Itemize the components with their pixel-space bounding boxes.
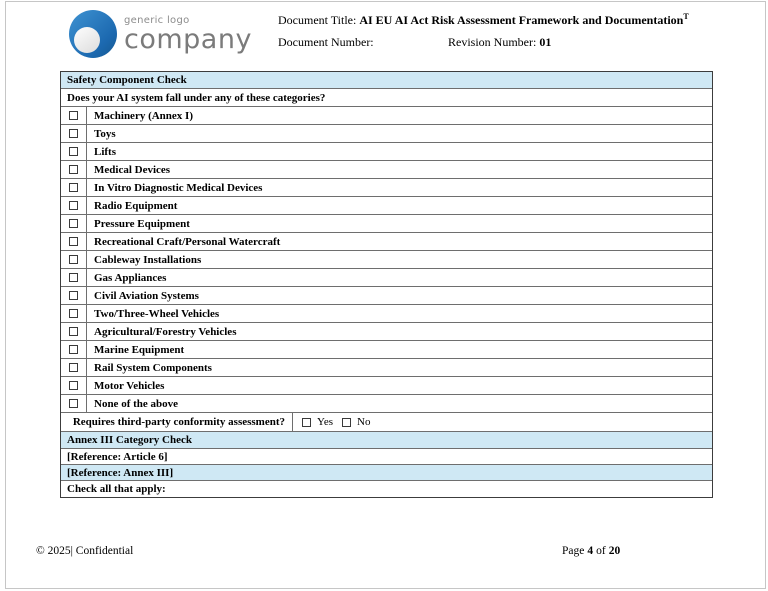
checkbox-marine-equipment[interactable] [69,345,78,354]
logo-tagline: generic logo [124,15,190,26]
checkbox-cableway[interactable] [69,255,78,264]
question-row [61,89,712,107]
table-row-recreational-craft [61,233,712,251]
checkbox-conformity-no[interactable] [342,418,351,427]
table-row-lifts [61,143,712,161]
table-row-marine-equipment [61,341,712,359]
reference-annex-label: [Reference: Annex III] [67,466,174,479]
category-label: Lifts [94,145,116,158]
reference-annex-row [61,465,712,481]
logo-inner-circle-icon [74,27,100,53]
check-all-label: Check all that apply: [67,483,166,495]
checkbox-in-vitro[interactable] [69,183,78,192]
footer-page-number [562,545,623,557]
category-label: Motor Vehicles [94,379,165,392]
logo-text [124,10,252,53]
footer-copyright: © 2025| Confidential [36,545,134,557]
conformity-yes-label: Yes [317,416,334,428]
document-title-label: Document Title: [278,13,357,27]
checkbox-cell [61,125,87,142]
checkbox-cell [61,395,87,412]
category-label: Gas Appliances [94,271,167,284]
checkbox-cell [61,197,87,214]
category-label: In Vitro Diagnostic Medical Devices [94,181,263,194]
safety-component-table [60,71,713,498]
checkbox-rail-system[interactable] [69,363,78,372]
revision-number-label: Revision Number: [448,35,537,49]
checkbox-cell [61,233,87,250]
page-of-label: of [596,545,606,557]
checkbox-agricultural[interactable] [69,327,78,336]
category-label: Marine Equipment [94,343,185,356]
category-label: Two/Three-Wheel Vehicles [94,307,220,320]
document-title-value: AI EU AI Act Risk Assessment Framework and Documentation [359,13,684,27]
table-row-agricultural [61,323,712,341]
page-total: 20 [608,545,621,557]
conformity-row [61,413,712,432]
reference-article-label: [Reference: Article 6] [67,450,168,463]
checkbox-cell [61,107,87,124]
checkbox-cell [61,359,87,376]
section-header-safety-label: Safety Component Check [67,74,187,86]
table-row-gas-appliances [61,269,712,287]
checkbox-none-of-above[interactable] [69,399,78,408]
check-all-row [61,481,712,497]
table-row-none-of-above [61,395,712,413]
table-row-pressure-equipment [61,215,712,233]
checkbox-cell [61,305,87,322]
checkbox-cell [61,251,87,268]
table-row-cableway [61,251,712,269]
category-label: Radio Equipment [94,199,178,212]
section-header-safety [61,72,712,89]
document-number-label: Document Number: [278,35,374,49]
checkbox-pressure-equipment[interactable] [69,219,78,228]
revision-number [448,35,551,50]
category-label: Machinery (Annex I) [94,109,193,122]
category-label: Recreational Craft/Personal Watercraft [94,235,281,248]
checkbox-cell [61,179,87,196]
category-label: Civil Aviation Systems [94,289,199,302]
category-label: Rail System Components [94,361,212,374]
checkbox-machinery[interactable] [69,111,78,120]
checkbox-two-three-wheel[interactable] [69,309,78,318]
company-logo [69,10,252,58]
section-header-annex [61,432,712,449]
table-row-motor-vehicles [61,377,712,395]
checkbox-civil-aviation[interactable] [69,291,78,300]
table-row-in-vitro [61,179,712,197]
table-row-machinery [61,107,712,125]
page-label: Page [562,545,585,557]
document-page [5,1,766,589]
checkbox-cell [61,323,87,340]
checkbox-cell [61,377,87,394]
table-row-two-three-wheel [61,305,712,323]
logo-circle-icon [69,10,117,58]
checkbox-conformity-yes[interactable] [302,418,311,427]
checkbox-cell [61,287,87,304]
conformity-answers [293,416,370,428]
checkbox-cell [61,143,87,160]
table-row-toys [61,125,712,143]
document-title-line [278,12,748,28]
checkbox-recreational-craft[interactable] [69,237,78,246]
document-number-line [278,35,748,50]
checkbox-cell [61,161,87,178]
checkbox-gas-appliances[interactable] [69,273,78,282]
conformity-question: Requires third-party conformity assessment? [61,413,293,431]
logo-company-name: company [124,24,252,55]
document-meta [278,12,748,50]
category-label: Medical Devices [94,163,171,176]
conformity-no-label: No [357,416,371,428]
page-current: 4 [587,545,594,557]
checkbox-radio-equipment[interactable] [69,201,78,210]
table-row-civil-aviation [61,287,712,305]
checkbox-cell [61,341,87,358]
section-header-annex-label: Annex III Category Check [67,434,192,446]
checkbox-motor-vehicles[interactable] [69,381,78,390]
revision-number-value: 01 [539,35,552,49]
document-title-suffix: T [683,12,689,21]
reference-article-row [61,449,712,465]
table-row-medical-devices [61,161,712,179]
checkbox-cell [61,215,87,232]
category-label: Agricultural/Forestry Vehicles [94,325,237,338]
table-row-radio-equipment [61,197,712,215]
category-label: None of the above [94,397,179,410]
table-row-rail-system [61,359,712,377]
checkbox-medical-devices[interactable] [69,165,78,174]
category-label: Cableway Installations [94,253,202,266]
question-label: Does your AI system fall under any of these categories? [67,91,326,104]
checkbox-toys[interactable] [69,129,78,138]
category-label: Toys [94,127,116,140]
checkbox-lifts[interactable] [69,147,78,156]
checkbox-cell [61,269,87,286]
category-label: Pressure Equipment [94,217,190,230]
